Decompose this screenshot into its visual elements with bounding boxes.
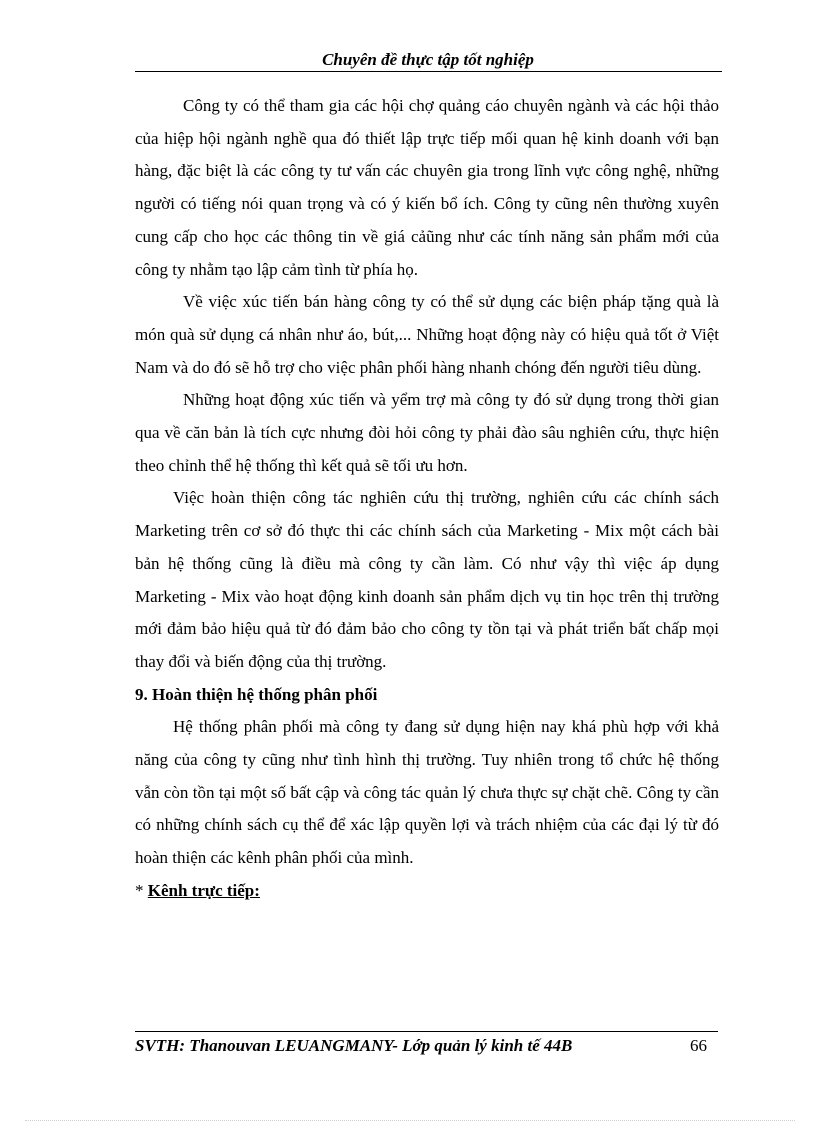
paragraph-marketing-mix: Việc hoàn thiện công tác nghiên cứu thị trường, nghiên cứu các chính sách Marketing trên cơ sở đó thực thi các chính sách của Marketing - Mix một cách bài bản hệ thống cũng là điều mà công ty cần làm. Có như vậy thì việc áp dụng Marketing - Mix vào hoạt động kinh doanh sản phẩm dịch vụ tin học trên thị trường mới đảm bảo hiệu quả từ đó đảm bảo cho công ty tồn tại và phát triển bất chấp mọi thay đổi và biến động của thị trường. — [135, 488, 719, 671]
page-edge-divider — [25, 1120, 795, 1121]
page-number: 66 — [690, 1036, 707, 1055]
paragraph-distribution-system: Hệ thống phân phối mà công ty đang sử dụng hiện nay khá phù hợp với khả năng của công ty cũng như tình hình thị trường. Tuy nhiên trong tổ chức hệ thống vẫn còn tồn tại một số bất cập và công tác quản lý chưa thực sự chặt chẽ. Công ty cần có những chính sách cụ thể để xác lập quyền lợi và trách nhiệm của các đại lý từ đó hoàn thiện các kênh phân phối của mình. — [135, 717, 719, 868]
running-header-title: Chuyên đề thực tập tốt nghiệp — [322, 50, 534, 69]
paragraph-trade-fairs: Công ty có thể tham gia các hội chợ quảng cáo chuyên ngành và các hội thảo của hiệp hội ngành nghề qua đó thiết lập trực tiếp mối quan hệ kinh doanh với bạn hàng, đặc biệt là các công ty tư vấn các chuyên gia trong lĩnh vực công nghệ, những người có tiếng nói quan trọng và có ý kiến bổ ích. Công ty cũng nên thường xuyên cung cấp cho học các thông tin về giá cảũng như các tính năng sản phẩm mới của công ty nhằm tạo lập cảm tình từ phía họ. — [135, 96, 719, 279]
footer-rule — [135, 1031, 718, 1032]
header-rule — [135, 71, 722, 72]
paragraph-promotion-activities: Những hoạt động xúc tiến và yểm trợ mà công ty đó sử dụng trong thời gian qua về căn bản là tích cực nhưng đòi hỏi công ty phải đào sâu nghiên cứu, thực hiện theo chỉnh thể hệ thống thì kết quả sẽ tối ưu hơn. — [135, 390, 719, 475]
subheading-text: Kênh trực tiếp: — [147, 880, 260, 900]
document-body — [135, 90, 719, 908]
subheading-direct-channel — [135, 875, 719, 908]
section-heading: 9. Hoàn thiện hệ thống phân phối — [135, 684, 378, 704]
subheading-bullet: * — [135, 880, 148, 900]
paragraph-sales-promotion: Về việc xúc tiến bán hàng công ty có thể sử dụng các biện pháp tặng quà là món quà sử dụng cá nhân như áo, bút,... Những hoạt động này có hiệu quả tốt ở Việt Nam và do đó sẽ hỗ trợ cho việc phân phối hàng nhanh chóng đến người tiêu dùng. — [135, 292, 719, 377]
footer-author: SVTH: Thanouvan LEUANGMANY- Lớp quản lý kinh tế 44B — [135, 1036, 573, 1055]
